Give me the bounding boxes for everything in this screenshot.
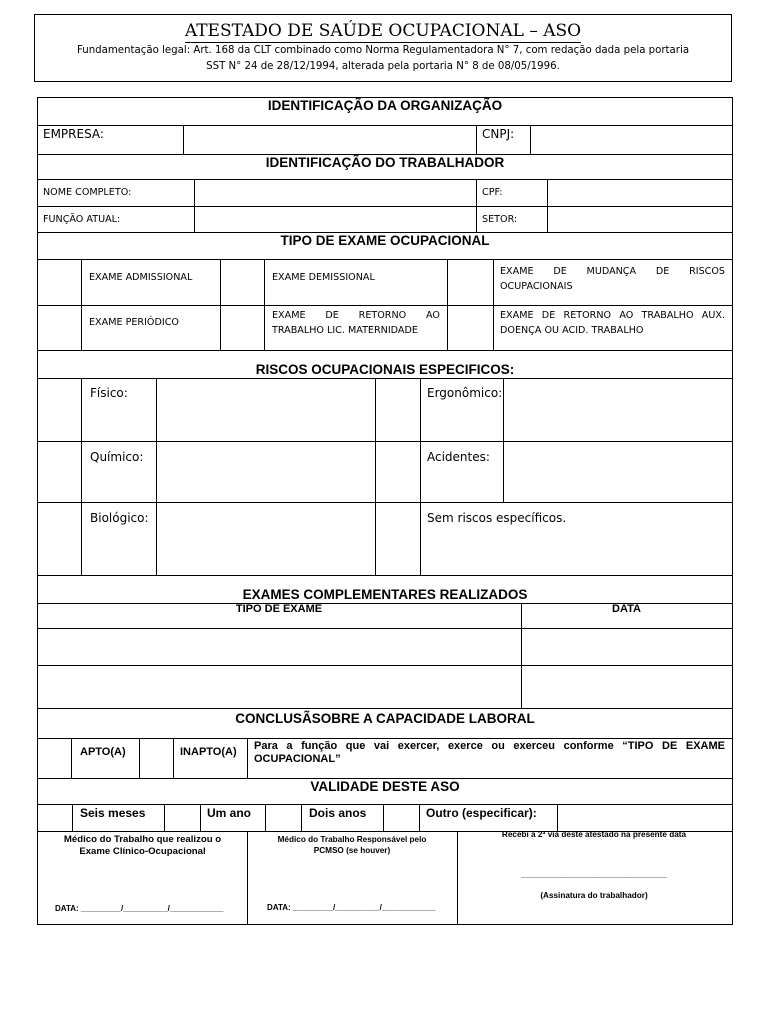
section-conclusion-heading: CONCLUSÃSOBRE A CAPACIDADE LABORAL <box>235 711 535 726</box>
setor-field[interactable] <box>548 207 732 232</box>
label-retorno-aux-doenca: EXAME DE RETORNO AO TRABALHO AUX. DOENÇA OU ACID. TRABALHO <box>500 310 725 336</box>
label-sem-riscos: Sem riscos específicos. <box>427 511 567 525</box>
label-biologico: Biológico: <box>90 511 149 525</box>
document-title: ATESTADO DE SAÚDE OCUPACIONAL – ASO <box>184 21 582 41</box>
checkbox-ergonomico[interactable] <box>376 379 420 441</box>
field-ergonomico[interactable] <box>504 379 732 441</box>
medico-exame-date-line[interactable]: DATA: _________/__________/____________ <box>55 904 224 913</box>
label-acidentes: Acidentes: <box>427 450 490 464</box>
checkbox-outro[interactable] <box>384 805 419 831</box>
checkbox-um-ano[interactable] <box>165 805 200 831</box>
label-quimico: Químico: <box>90 450 144 464</box>
cpf-field[interactable] <box>548 180 732 206</box>
checkbox-retorno-maternidade[interactable] <box>221 306 264 350</box>
complementary-exam-date-field-1[interactable] <box>522 629 732 665</box>
document-header <box>34 14 732 82</box>
label-dois-anos: Dois anos <box>309 806 367 820</box>
label-demissional: EXAME DEMISSIONAL <box>272 272 375 283</box>
checkbox-apto[interactable] <box>38 739 71 778</box>
checkbox-seis-meses[interactable] <box>38 805 72 831</box>
checkbox-demissional[interactable] <box>221 260 264 305</box>
funcao-atual-label: FUNÇÃO ATUAL: <box>43 214 121 225</box>
label-um-ano: Um ano <box>207 806 252 820</box>
legal-basis-line-2: SST N° 24 de 28/12/1994, alterada pela portaria N° 8 de 08/05/1996. <box>206 61 560 72</box>
field-biologico[interactable] <box>157 503 375 575</box>
section-worker-heading: IDENTIFICAÇÃO DO TRABALHADOR <box>265 155 505 170</box>
cpf-label: CPF: <box>482 187 503 198</box>
empresa-label: EMPRESA: <box>43 127 104 141</box>
section-organization-heading: IDENTIFICAÇÃO DA ORGANIZAÇÃO <box>267 98 503 113</box>
checkbox-inapto[interactable] <box>140 739 173 778</box>
legal-basis-line-1: Fundamentação legal: Art. 168 da CLT combinado como Norma Regulamentadora N° 7, com redação dada pela portaria <box>76 45 690 56</box>
complementary-exam-type-field-2[interactable] <box>38 666 521 708</box>
label-fisico: Físico: <box>90 386 128 400</box>
column-header-data: DATA <box>612 603 641 615</box>
section-exam-type-heading: TIPO DE EXAME OCUPACIONAL <box>280 233 490 248</box>
nome-completo-field[interactable] <box>195 180 476 206</box>
funcao-atual-field[interactable] <box>195 207 476 232</box>
medico-pcmso-date-line[interactable]: DATA: _________/__________/____________ <box>267 903 436 912</box>
recebi-segunda-via-label: Recebi a 2ª via deste atestado na presente data <box>501 830 687 839</box>
setor-label: SETOR: <box>482 214 518 225</box>
section-complementary-heading: EXAMES COMPLEMENTARES REALIZADOS <box>242 587 528 602</box>
field-quimico[interactable] <box>157 442 375 502</box>
empresa-field[interactable] <box>184 126 476 154</box>
section-risks-heading: RISCOS OCUPACIONAIS ESPECIFICOS: <box>255 362 515 377</box>
checkbox-sem-riscos[interactable] <box>376 503 420 575</box>
checkbox-biologico[interactable] <box>38 503 81 575</box>
field-acidentes[interactable] <box>504 442 732 502</box>
label-admissional: EXAME ADMISSIONAL <box>89 272 193 283</box>
label-seis-meses: Seis meses <box>80 806 146 820</box>
label-outro: Outro (especificar): <box>426 806 537 820</box>
checkbox-retorno-aux-doenca[interactable] <box>448 306 493 350</box>
label-periodico: EXAME PERIÓDICO <box>89 317 179 328</box>
field-fisico[interactable] <box>157 379 375 441</box>
label-retorno-maternidade: EXAME DE RETORNO AO TRABALHO LIC. MATERNIDADE <box>272 310 440 336</box>
cnpj-label: CNPJ: <box>482 127 515 141</box>
label-inapto: INAPTO(A) <box>180 746 237 758</box>
label-mudanca-riscos: EXAME DE MUDANÇA DE RISCOS OCUPACIONAIS <box>500 266 725 292</box>
checkbox-periodico[interactable] <box>38 306 81 350</box>
nome-completo-label: NOME COMPLETO: <box>43 187 132 198</box>
complementary-exam-type-field-1[interactable] <box>38 629 521 665</box>
checkbox-fisico[interactable] <box>38 379 81 441</box>
worker-signature-line[interactable]: ________________________________ <box>521 870 667 879</box>
label-apto: APTO(A) <box>80 746 126 758</box>
complementary-exam-date-field-2[interactable] <box>522 666 732 708</box>
column-header-tipo-exame: TIPO DE EXAME <box>235 603 323 615</box>
cnpj-field[interactable] <box>531 126 732 154</box>
medico-exame-clinico-label: Médico do Trabalho que realizou o Exame Clínico-Ocupacional <box>63 834 222 857</box>
worker-signature-caption: (Assinatura do trabalhador) <box>540 891 648 900</box>
checkbox-acidentes[interactable] <box>376 442 420 502</box>
conclusion-statement: Para a função que vai exercer, exerce ou exerceu conforme “TIPO DE EXAME OCUPACIONAL” <box>254 740 725 765</box>
field-outro-especificar[interactable] <box>558 805 732 831</box>
checkbox-quimico[interactable] <box>38 442 81 502</box>
section-validity-heading: VALIDADE DESTE ASO <box>310 779 460 794</box>
checkbox-admissional[interactable] <box>38 260 81 305</box>
label-ergonomico: Ergonômico: <box>427 386 503 400</box>
medico-pcmso-label: Médico do Trabalho Responsável pelo PCMSO (se houver) <box>277 835 427 855</box>
checkbox-mudanca-riscos[interactable] <box>448 260 493 305</box>
checkbox-dois-anos[interactable] <box>266 805 301 831</box>
